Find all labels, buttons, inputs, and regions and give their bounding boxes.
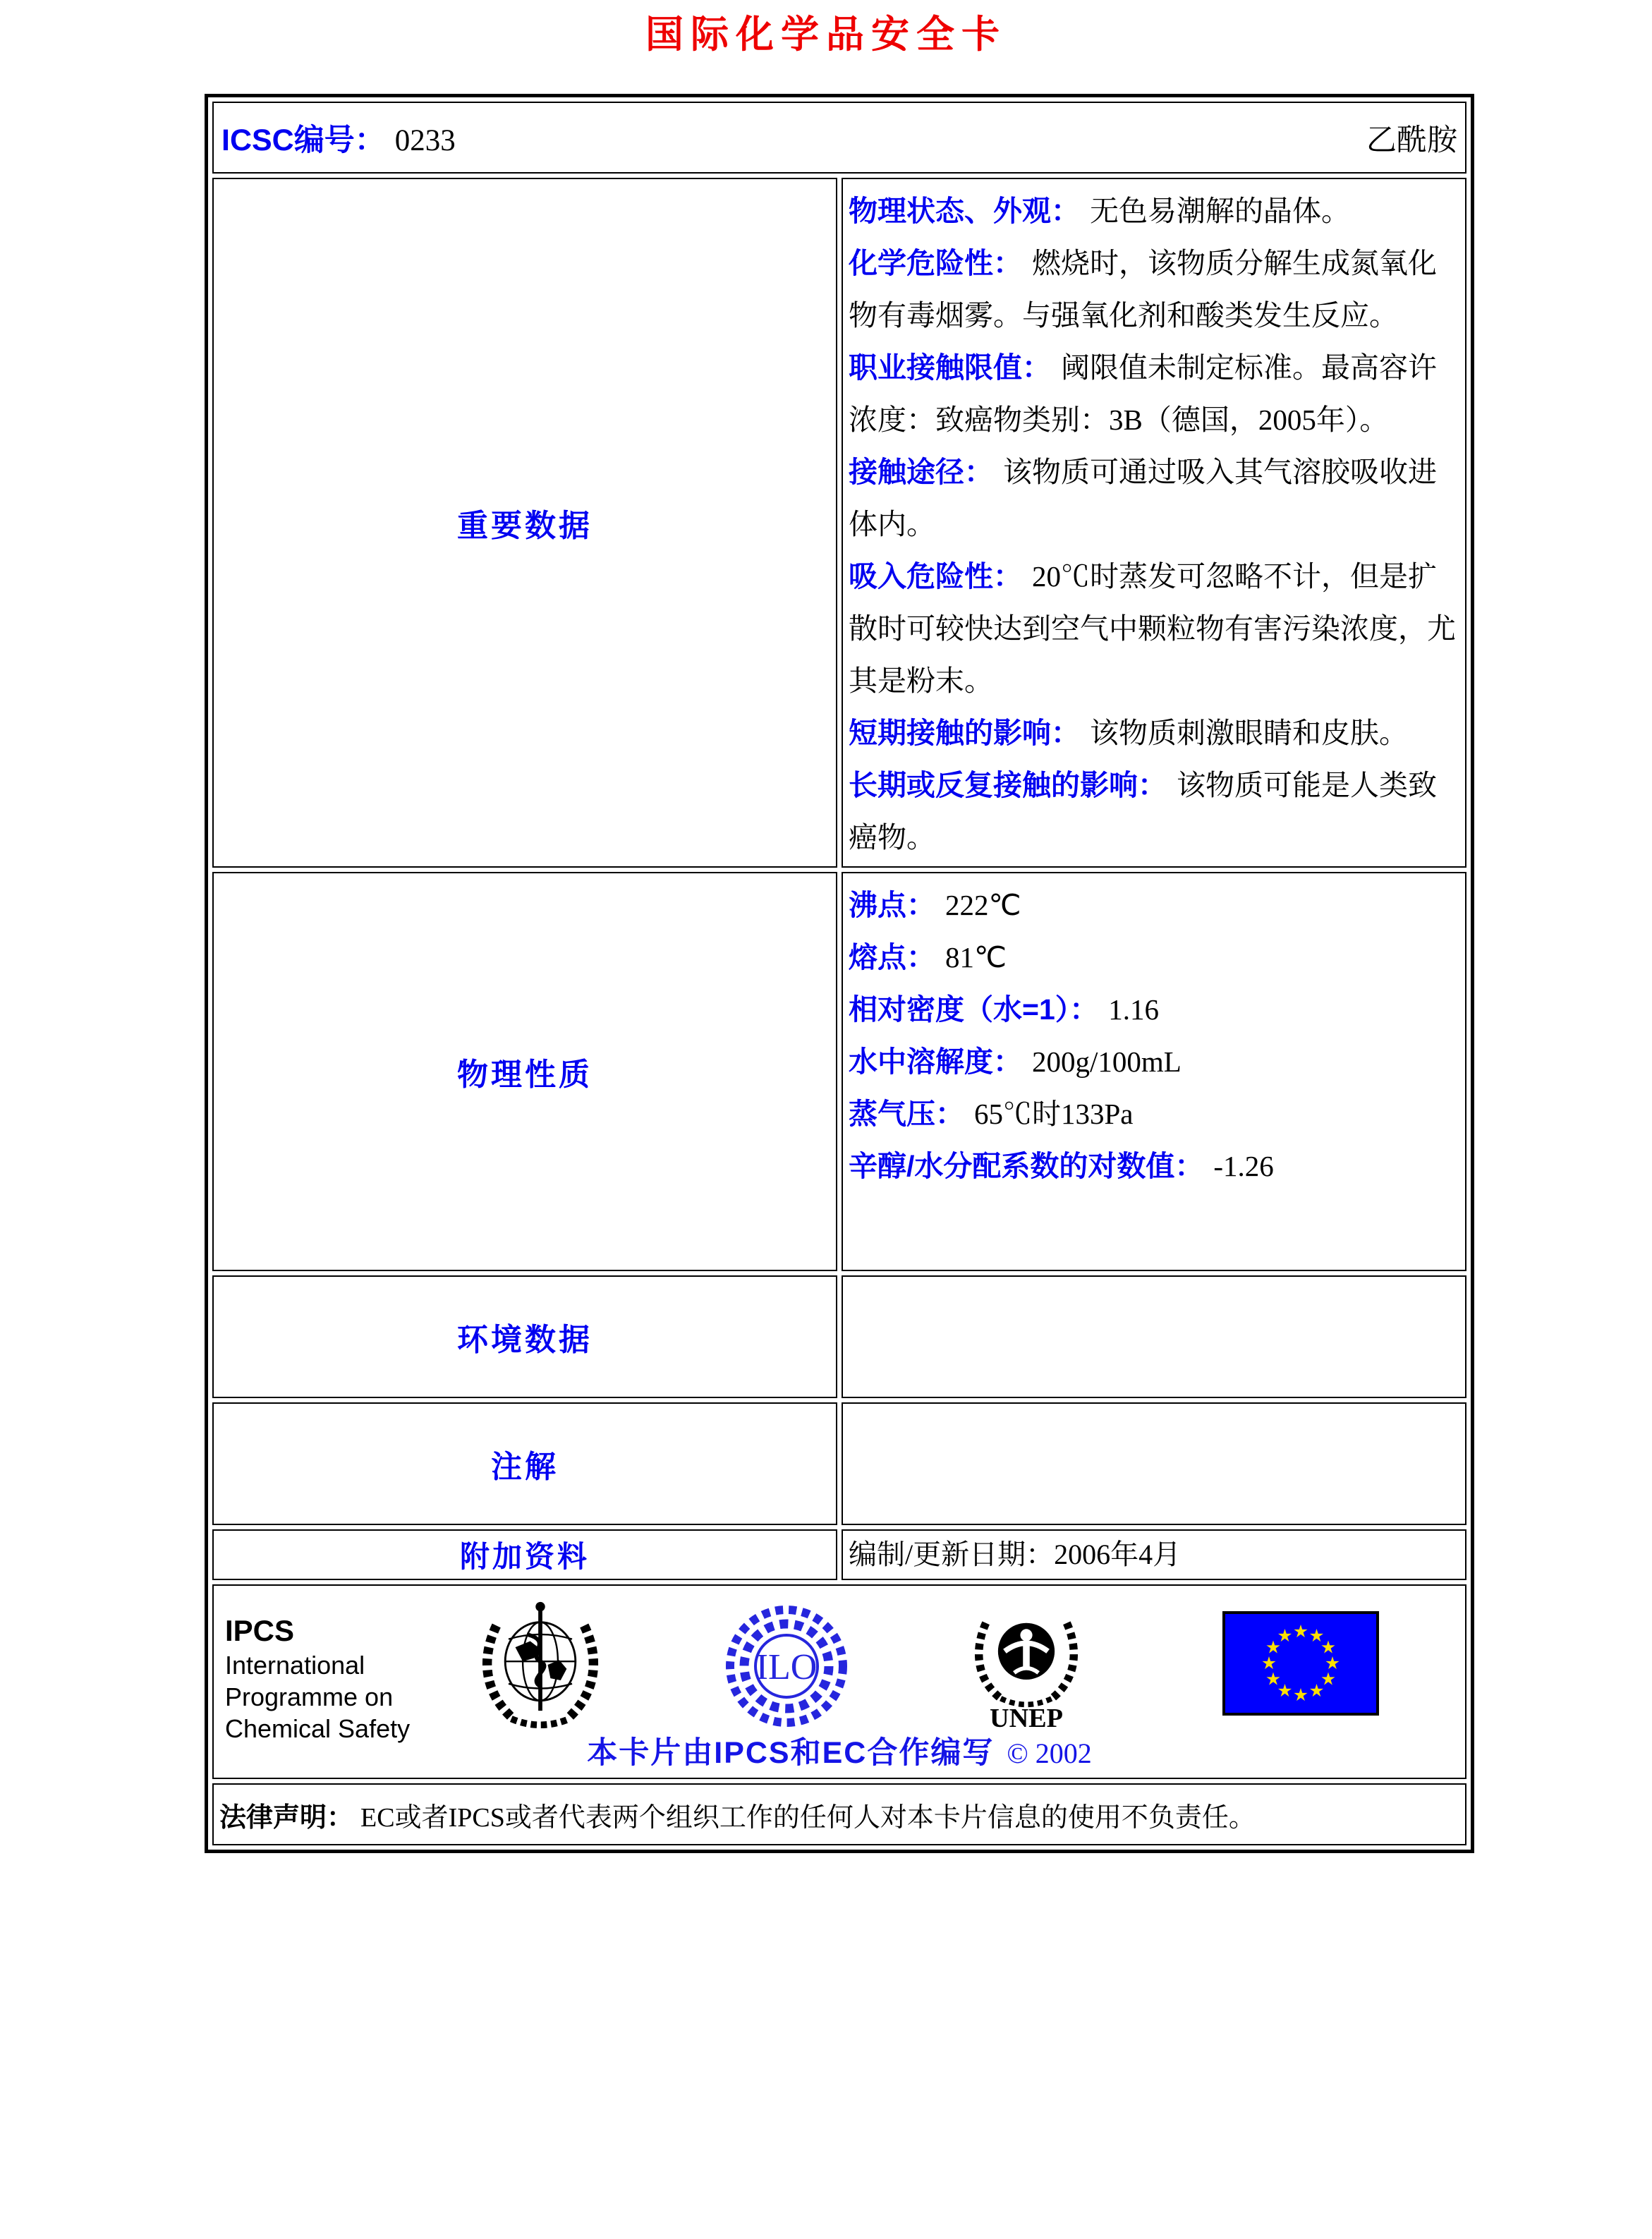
- section-label-environmental-data: 环境数据: [212, 1275, 837, 1398]
- chemical-name: 乙酰胺: [1366, 123, 1457, 157]
- field-octanol-water-partition: [849, 1140, 1461, 1192]
- field-value: 222℃: [945, 889, 1021, 921]
- update-date: 编制/更新日期：2006年4月: [849, 1539, 1182, 1570]
- field-label: 长期或反复接触的影响：: [849, 769, 1167, 801]
- icsc-number-value: 0233: [394, 123, 456, 157]
- icsc-number-label: ICSC编号：: [221, 123, 385, 157]
- card-header: [214, 104, 1464, 171]
- field-value: 81℃: [945, 941, 1007, 973]
- eu-flag-icon: [1222, 1611, 1379, 1719]
- field-physical-state: [849, 185, 1461, 237]
- field-value: 阈限值未制定标准。最高容许浓度：致癌物类别：3B（德国，2005年）。: [849, 351, 1437, 436]
- copyright-text: © 2002: [1007, 1737, 1092, 1769]
- field-vapor-pressure: [849, 1088, 1461, 1140]
- field-label: 物理状态、外观：: [849, 195, 1080, 227]
- field-value: 65℃时133Pa: [974, 1098, 1134, 1130]
- ipcs-title: IPCS: [225, 1614, 295, 1647]
- notes-content: [842, 1402, 1466, 1525]
- ilo-letters: ILO: [755, 1647, 818, 1687]
- field-value: 该物质刺激眼睛和皮肤。: [1090, 717, 1408, 749]
- field-value: 无色易潮解的晶体。: [1090, 195, 1350, 227]
- field-short-term-effects: [849, 707, 1461, 759]
- field-label: 短期接触的影响：: [849, 717, 1080, 749]
- section-label-important-data: 重要数据: [212, 178, 837, 868]
- field-long-term-effects: [849, 759, 1461, 863]
- field-melting-point: [849, 931, 1461, 983]
- field-inhalation-risk: [849, 550, 1461, 707]
- field-exposure-route: [849, 446, 1461, 550]
- card-header-row: [212, 102, 1466, 174]
- field-boiling-point: [849, 879, 1461, 931]
- unep-letters: UNEP: [989, 1703, 1064, 1731]
- field-label: 化学危险性：: [849, 247, 1022, 279]
- ipcs-line: Chemical Safety: [225, 1714, 411, 1743]
- legal-text: EC或者IPCS或者代表两个组织工作的任何人对本卡片信息的使用不负责任。: [360, 1802, 1256, 1833]
- icsc-number-field: [221, 116, 456, 159]
- ipcs-line: Programme on: [225, 1682, 394, 1711]
- logos-row: [212, 1584, 1466, 1779]
- page-title: 国际化学品安全卡: [645, 13, 1007, 56]
- ilo-logo-icon: [723, 1603, 850, 1733]
- field-label: 辛醇/水分配系数的对数值：: [849, 1150, 1204, 1182]
- legal-label: 法律声明：: [219, 1802, 354, 1833]
- field-label: 吸入危险性：: [849, 560, 1022, 593]
- important-data-content: [842, 178, 1466, 868]
- section-label-additional-info: 附加资料: [212, 1529, 837, 1580]
- ipcs-text-block: [225, 1613, 410, 1745]
- ipcs-line: International: [225, 1651, 365, 1680]
- field-label: 水中溶解度：: [849, 1045, 1022, 1078]
- field-label: 接触途径：: [849, 456, 993, 488]
- section-label-notes: 注解: [212, 1402, 837, 1525]
- field-value: 200g/100mL: [1032, 1045, 1182, 1078]
- section-label-physical-properties: 物理性质: [212, 872, 837, 1271]
- field-label: 沸点：: [849, 889, 935, 921]
- safety-card-table: [205, 94, 1474, 1853]
- additional-info-content: [842, 1529, 1466, 1580]
- field-exposure-limit: [849, 341, 1461, 446]
- cooperation-caption-wrap: [214, 1729, 1465, 1772]
- physical-properties-content: [842, 872, 1466, 1271]
- field-label: 职业接触限值：: [849, 351, 1051, 384]
- field-relative-density: [849, 983, 1461, 1036]
- field-value: 燃烧时，该物质分解生成氮氧化物有毒烟雾。与强氧化剂和酸类发生反应。: [849, 247, 1437, 332]
- field-value: 该物质可能是人类致癌物。: [849, 769, 1437, 854]
- unep-logo-icon: [966, 1597, 1087, 1735]
- field-label: 蒸气压：: [849, 1098, 964, 1130]
- field-label: 相对密度（水=1）：: [849, 993, 1099, 1026]
- environmental-data-content: [842, 1275, 1466, 1398]
- legal-row: [212, 1783, 1466, 1845]
- cooperation-caption: 本卡片由IPCS和EC合作编写: [587, 1736, 995, 1770]
- field-value: 该物质可通过吸入其气溶胶吸收进体内。: [849, 456, 1437, 540]
- field-value: -1.26: [1213, 1150, 1274, 1182]
- field-value: 20℃时蒸发可忽略不计，但是扩散时可较快达到空气中颗粒物有害污染浓度，尤其是粉末。: [849, 560, 1456, 697]
- field-label: 熔点：: [849, 941, 935, 973]
- field-value: 1.16: [1108, 993, 1159, 1026]
- who-logo-icon: [476, 1596, 605, 1737]
- field-chemical-danger: [849, 237, 1461, 341]
- field-water-solubility: [849, 1036, 1461, 1088]
